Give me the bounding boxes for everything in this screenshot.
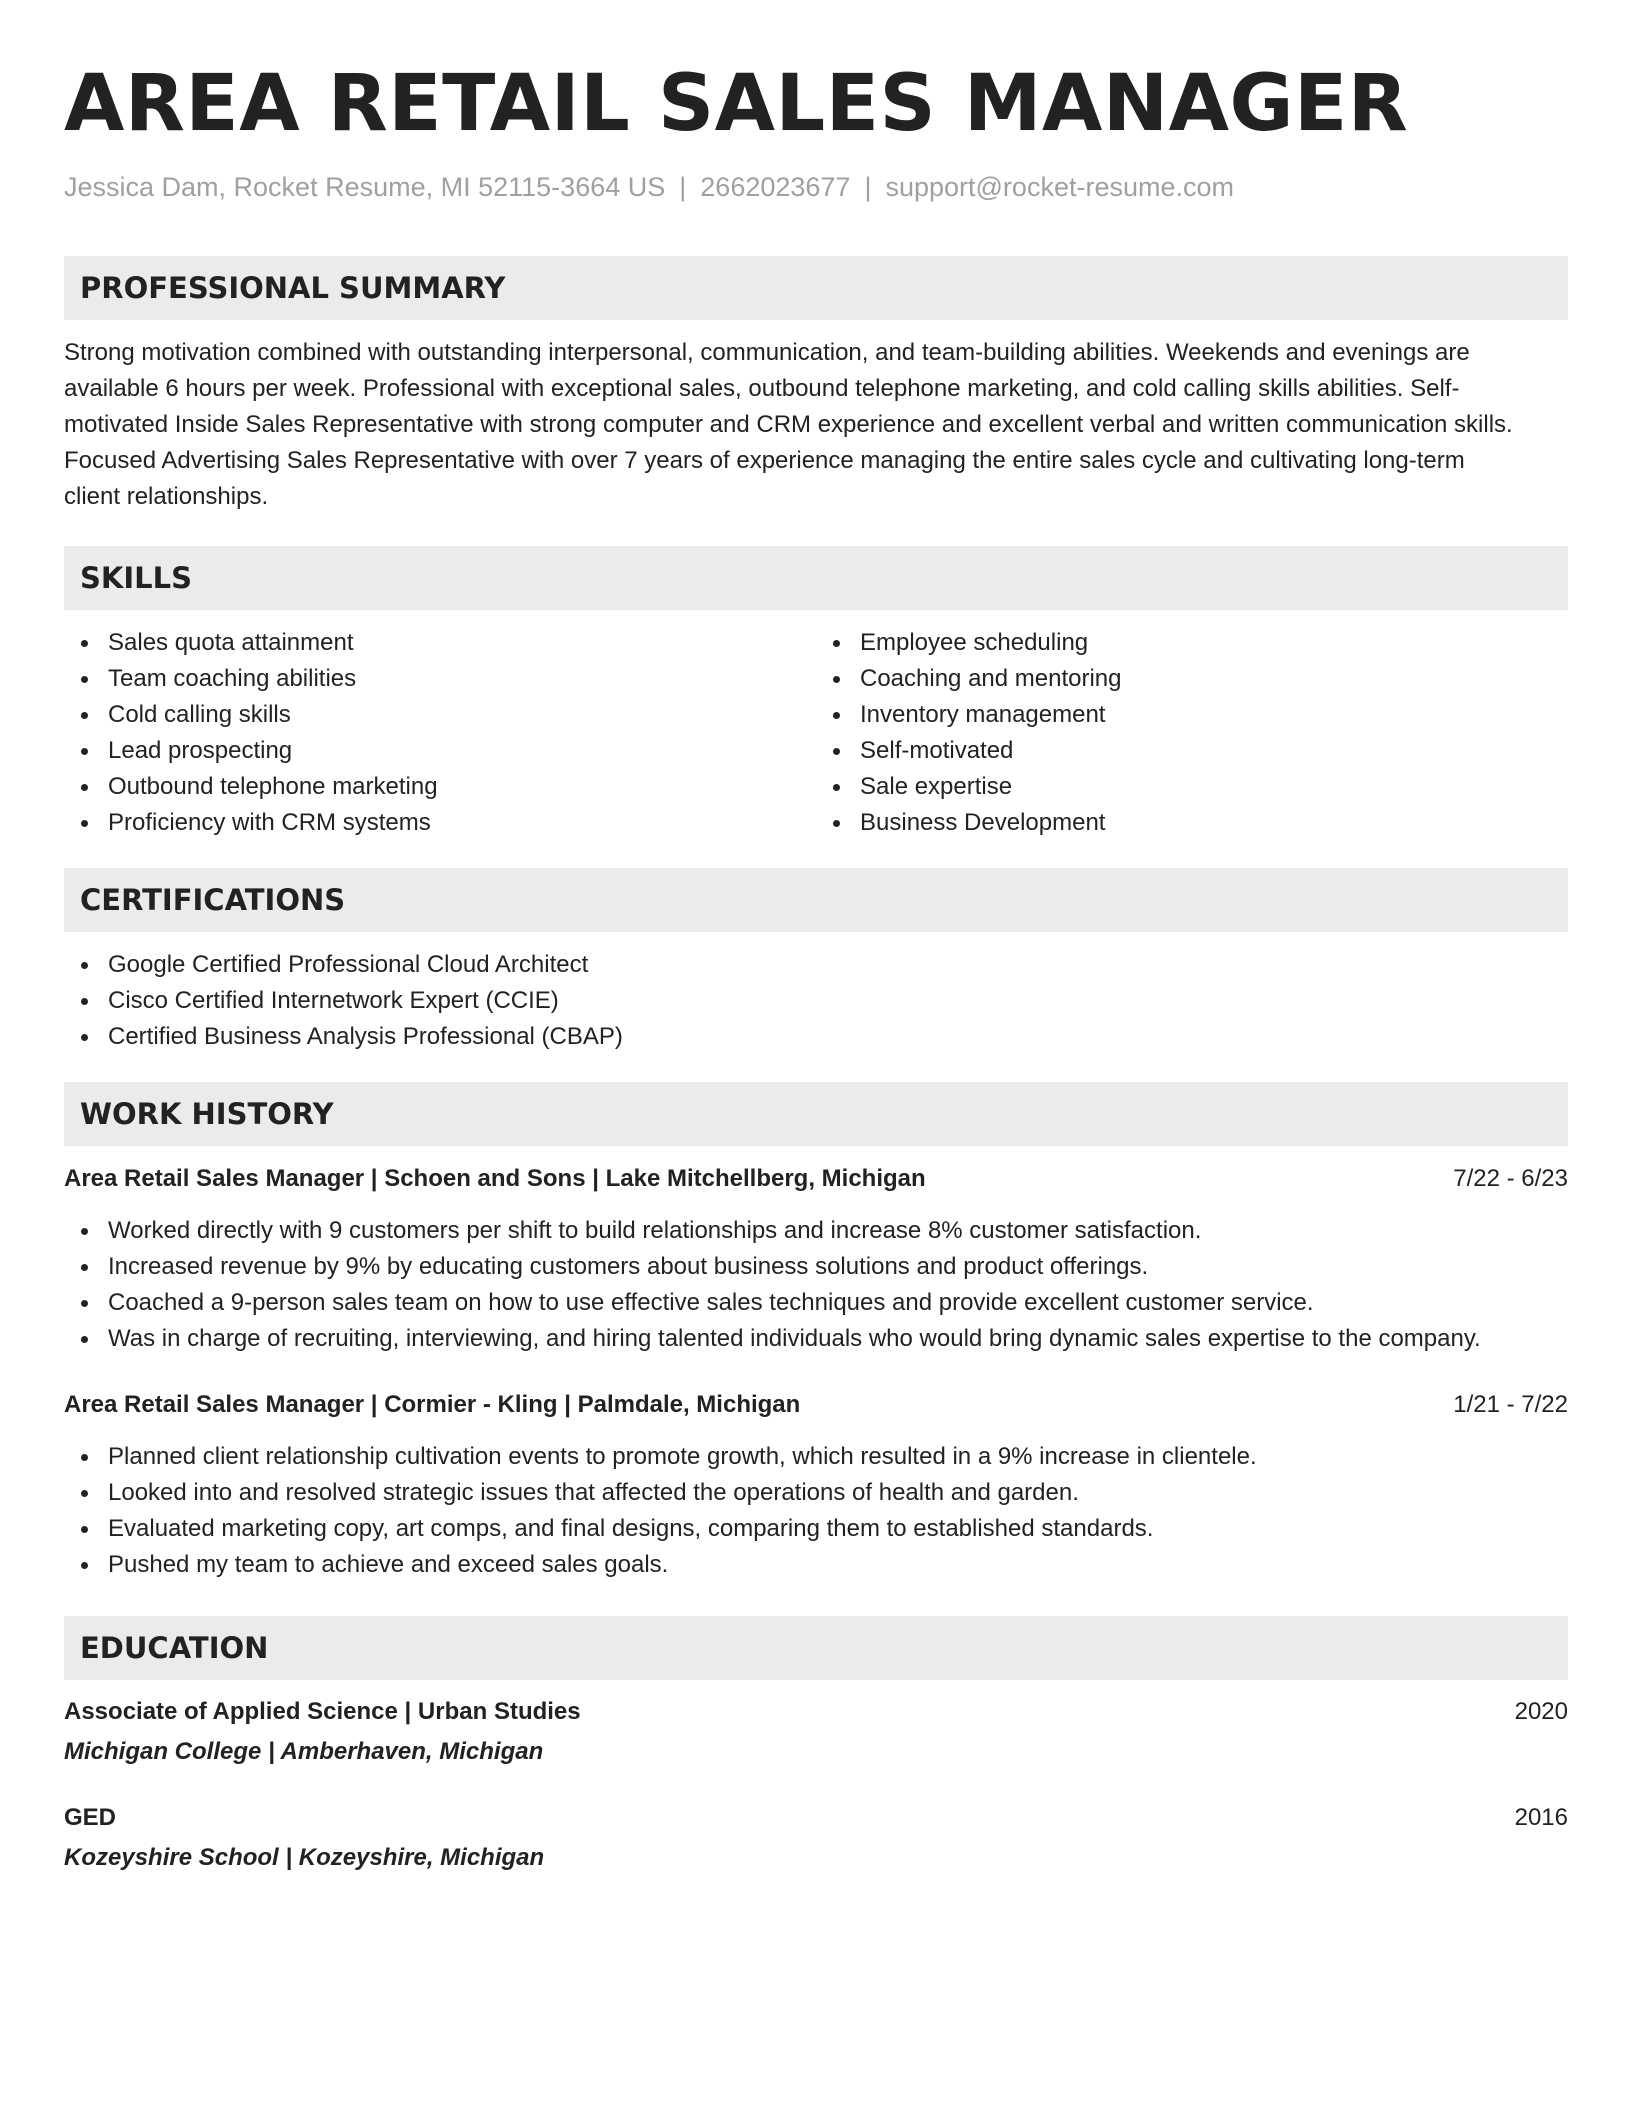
job-title: Area Retail Sales Manager | Cormier - Kling | Palmdale, Michigan [64,1391,801,1418]
education-year: 2020 [1514,1698,1568,1725]
skill-item: Outbound telephone marketing [64,769,816,805]
education-entry [64,1694,1568,1770]
contact-line [64,170,1568,204]
contact-phone: 2662023677 [700,172,851,202]
job-entry [64,1387,1568,1583]
skills-heading: SKILLS [64,546,1568,610]
education-school: Kozeyshire School | Kozeyshire, Michigan [64,1844,545,1871]
job-duty-item: Increased revenue by 9% by educating customers about business solutions and product offerings. [64,1249,1568,1285]
education-header [64,1800,1568,1836]
job-duty-item: Coached a 9-person sales team on how to use effective sales techniques and provide excellent customer service. [64,1285,1568,1321]
skill-item: Cold calling skills [64,697,816,733]
education-school: Michigan College | Amberhaven, Michigan [64,1738,544,1765]
contact-separator: | [679,172,687,202]
skill-item: Business Development [816,805,1568,841]
skill-item: Inventory management [816,697,1568,733]
certification-item: Cisco Certified Internetwork Expert (CCIE) [64,983,1568,1019]
education-year: 2016 [1514,1804,1568,1831]
job-header [64,1387,1568,1423]
summary-line: Strong motivation combined with outstanding interpersonal, communication, and team-building abilities. Weekends and evenings are [64,339,1470,366]
skills-column-right [816,625,1568,841]
skill-item: Sales quota attainment [64,625,816,661]
job-title: Area Retail Sales Manager | Schoen and Sons | Lake Mitchellberg, Michigan [64,1165,926,1192]
skill-item: Employee scheduling [816,625,1568,661]
skill-item: Proficiency with CRM systems [64,805,816,841]
skills-column-left [64,625,816,841]
summary-line: motivated Inside Sales Representative with strong computer and CRM experience and excellent verbal and written communication skills. [64,411,1513,438]
job-duty-item: Looked into and resolved strategic issues that affected the operations of health and garden. [64,1475,1568,1511]
job-entry [64,1161,1568,1357]
job-duties [64,1213,1568,1357]
job-duties [64,1439,1568,1583]
education-entry [64,1800,1568,1876]
contact-separator: | [864,172,872,202]
skills-list [64,625,1568,841]
education-degree: Associate of Applied Science | Urban Studies [64,1698,581,1725]
summary-heading: PROFESSIONAL SUMMARY [64,256,1568,320]
work-history-heading: WORK HISTORY [64,1082,1568,1146]
certifications-list [64,947,1568,1055]
job-duty-item: Worked directly with 9 customers per shift to build relationships and increase 8% customer satisfaction. [64,1213,1568,1249]
skill-item: Lead prospecting [64,733,816,769]
skill-item: Sale expertise [816,769,1568,805]
job-duty-item: Evaluated marketing copy, art comps, and final designs, comparing them to established standards. [64,1511,1568,1547]
job-duty-item: Pushed my team to achieve and exceed sales goals. [64,1547,1568,1583]
summary-line: available 6 hours per week. Professional with exceptional sales, outbound telephone marketing, and cold calling skills abilities. Self- [64,375,1460,402]
certification-item: Certified Business Analysis Professional (CBAP) [64,1019,1568,1055]
job-duty-item: Planned client relationship cultivation events to promote growth, which resulted in a 9% increase in clientele. [64,1439,1568,1475]
job-duty-item: Was in charge of recruiting, interviewing, and hiring talented individuals who would bring dynamic sales expertise to the company. [64,1321,1568,1357]
education-degree: GED [64,1804,117,1831]
contact-address: Jessica Dam, Rocket Resume, MI 52115-3664 US [64,172,666,202]
summary-line: Focused Advertising Sales Representative with over 7 years of experience managing the entire sales cycle and cultivating long-term [64,447,1465,474]
skill-item: Coaching and mentoring [816,661,1568,697]
skill-item: Self-motivated [816,733,1568,769]
summary-line: client relationships. [64,483,269,510]
education-header [64,1694,1568,1730]
skill-item: Team coaching abilities [64,661,816,697]
job-header [64,1161,1568,1197]
summary-text [64,335,1568,515]
certification-item: Google Certified Professional Cloud Architect [64,947,1568,983]
education-heading: EDUCATION [64,1616,1568,1680]
job-dates: 7/22 - 6/23 [1453,1165,1568,1192]
resume-title: AREA RETAIL SALES MANAGER [64,59,1409,149]
certifications-heading: CERTIFICATIONS [64,868,1568,932]
contact-email[interactable]: support@rocket-resume.com [885,172,1234,202]
job-dates: 1/21 - 7/22 [1453,1391,1568,1418]
